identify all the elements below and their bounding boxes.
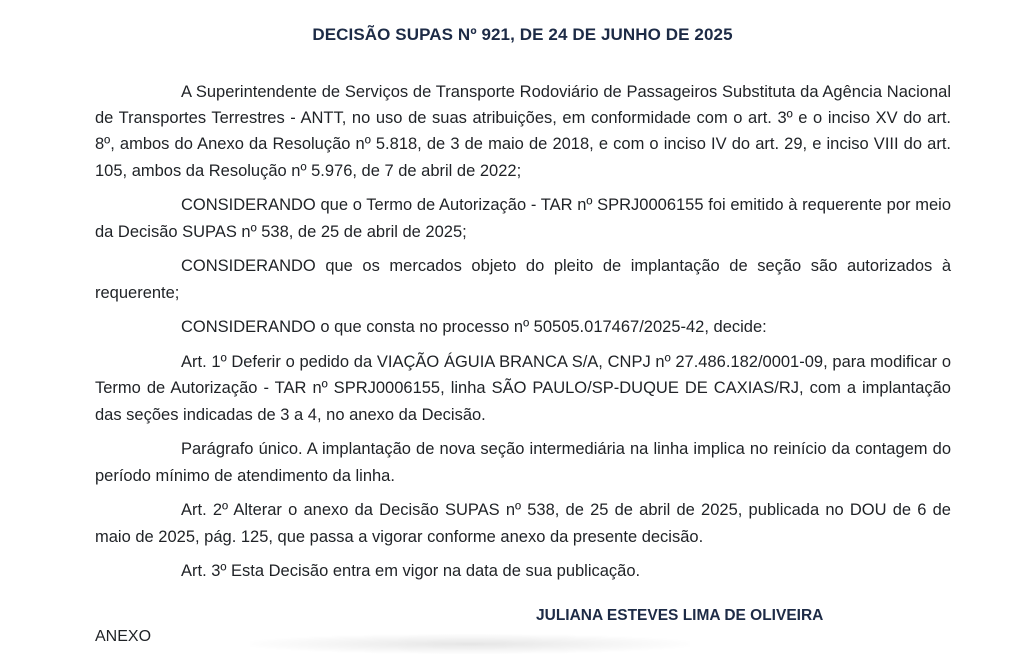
- preamble-paragraph: A Superintendente de Serviços de Transporte Rodoviário de Passageiros Substituta da Agência Nacional de Transportes Terrestres - ANTT, no uso de suas atribuições, em conformidade com o art. 3º e o inciso XV do art. 8º, ambos do Anexo da Resolução nº 5.818, de 3 de maio de 2018, e com o inciso IV do art. 29, e inciso VIII do art. 105, ambos da Resolução nº 5.976, de 7 de abril de 2022;: [95, 83, 951, 180]
- document-body: [95, 79, 951, 593]
- page-bottom-shadow: [250, 634, 690, 654]
- article-3-paragraph: Art. 3º Esta Decisão entra em vigor na data de sua publicação.: [181, 562, 641, 581]
- document-title: DECISÃO SUPAS Nº 921, DE 24 DE JUNHO DE 2025: [312, 25, 733, 44]
- considerando-paragraph-1: CONSIDERANDO que o Termo de Autorização - TAR nº SPRJ0006155 foi emitido à requerente por meio da Decisão SUPAS nº 538, de 25 de abril de 2025;: [95, 196, 951, 241]
- paragrafo-unico: Parágrafo único. A implantação de nova seção intermediária na linha implica no reinício da contagem do período mínimo de atendimento da linha.: [95, 440, 951, 485]
- considerando-paragraph-3: CONSIDERANDO o que consta no processo nº 50505.017467/2025-42, decide:: [181, 318, 767, 337]
- annex-heading: ANEXO: [95, 628, 152, 645]
- article-1-paragraph: Art. 1º Deferir o pedido da VIAÇÃO ÁGUIA BRANCA S/A, CNPJ nº 27.486.182/0001-09, para modificar o Termo de Autorização - TAR nº SPRJ0006155, linha SÃO PAULO/SP-DUQUE DE CAXIAS/RJ, com a implantação das seções indicadas de 3 a 4, no anexo da Decisão.: [95, 353, 951, 424]
- considerando-paragraph-2: CONSIDERANDO que os mercados objeto do pleito de implantação de seção são autorizados à requerente;: [95, 257, 951, 302]
- signatory-name: JULIANA ESTEVES LIMA DE OLIVEIRA: [536, 607, 824, 624]
- article-2-paragraph: Art. 2º Alterar o anexo da Decisão SUPAS nº 538, de 25 de abril de 2025, publicada no DOU de 6 de maio de 2025, pág. 125, que passa a vigorar conforme anexo da presente decisão.: [95, 501, 951, 546]
